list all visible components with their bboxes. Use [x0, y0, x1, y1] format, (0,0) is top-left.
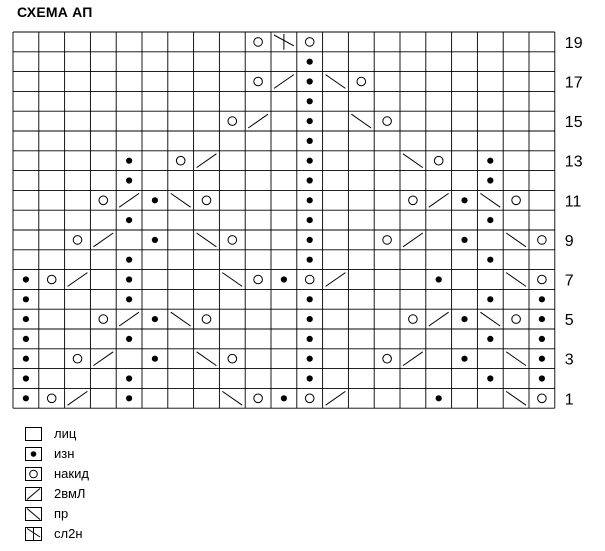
purl-dot: [307, 356, 313, 362]
purl-dot: [152, 237, 158, 243]
k2tog-left-slash: [93, 352, 113, 366]
yarn-over-circle: [305, 275, 314, 284]
purl-dot: [461, 356, 467, 362]
purl-dot: [307, 59, 313, 65]
yarn-over-circle: [305, 38, 314, 47]
purl-dot: [461, 316, 467, 322]
purl-dot: [23, 375, 29, 381]
k2tog-left-slash: [119, 193, 139, 207]
purl-dot: [539, 296, 545, 302]
chart-title: СХЕМА АП: [17, 4, 93, 20]
yarn-over-circle: [538, 275, 547, 284]
purl-dot: [487, 257, 493, 263]
broach-backslash: [480, 312, 500, 326]
yarn-over-circle: [357, 77, 366, 86]
k2tog-left-slash: [68, 273, 88, 287]
purl-dot: [126, 158, 132, 164]
yarn-over-circle: [254, 77, 263, 86]
broach-backslash: [506, 233, 526, 247]
row-label: 9: [564, 232, 574, 250]
k2tog-left-slash: [403, 233, 423, 247]
broach-backslash: [506, 391, 526, 405]
purl-dot: [152, 197, 158, 203]
purl-dot: [23, 316, 29, 322]
purl-dot: [23, 296, 29, 302]
sl2n-symbol: [274, 34, 294, 50]
purl-dot: [307, 336, 313, 342]
purl-dot: [487, 158, 493, 164]
row-label: 3: [564, 351, 574, 369]
purl-dot: [539, 316, 545, 322]
yarn-over-circle: [409, 196, 418, 205]
purl-dot-icon: [24, 445, 44, 463]
broach-backslash: [197, 233, 217, 247]
purl-dot: [307, 138, 313, 144]
yarn-over-circle: [73, 354, 82, 363]
purl-dot: [436, 395, 442, 401]
purl-dot: [307, 257, 313, 263]
yarn-over-circle: [254, 394, 263, 403]
yarn-over-circle: [383, 117, 392, 126]
purl-dot: [307, 237, 313, 243]
yarn-over-circle: [512, 196, 521, 205]
purl-dot: [307, 98, 313, 104]
yarn-over-circle: [228, 354, 237, 363]
legend-label-purl: изн: [54, 446, 75, 461]
purl-dot: [307, 177, 313, 183]
k2tog-left-slash: [326, 273, 346, 287]
chart-grid: [13, 32, 555, 408]
purl-dot: [539, 336, 545, 342]
yarn-over-circle: [434, 156, 443, 165]
legend-item-knit: [24, 425, 224, 443]
purl-dot: [152, 356, 158, 362]
yarn-over-circle: [538, 236, 547, 245]
purl-dot: [487, 375, 493, 381]
sl2n-icon: [24, 525, 44, 543]
k2tog-left-slash: [248, 114, 268, 128]
legend-item-broach: [24, 505, 224, 523]
purl-dot: [126, 296, 132, 302]
broach-backslash: [506, 352, 526, 366]
purl-dot: [307, 296, 313, 302]
k2tog-left-slash: [68, 391, 88, 405]
broach-backslash: [171, 312, 191, 326]
broach-backslash: [506, 273, 526, 287]
yarn-over-circle: [538, 394, 547, 403]
purl-dot: [487, 177, 493, 183]
yarn-over-circle: [254, 275, 263, 284]
broach-backslash: [171, 193, 191, 207]
purl-dot: [152, 316, 158, 322]
broach-backslash: [403, 154, 423, 168]
legend-label-broach: пр: [54, 506, 69, 521]
row-label: 7: [564, 272, 574, 290]
yarn-over-circle: [512, 315, 521, 324]
purl-dot: [281, 395, 287, 401]
broach-backslash: [351, 114, 371, 128]
purl-dot: [307, 375, 313, 381]
purl-dot: [126, 395, 132, 401]
row-label: 19: [564, 34, 583, 52]
row-label: 5: [564, 312, 574, 330]
yarn-over-circle: [99, 196, 108, 205]
purl-dot: [487, 336, 493, 342]
broach-backslash: [222, 391, 242, 405]
k2tog-left-slash: [403, 352, 423, 366]
broach-backslash: [222, 273, 242, 287]
purl-dot: [126, 375, 132, 381]
yarn-over-circle: [202, 196, 211, 205]
purl-dot: [307, 118, 313, 124]
row-label: 15: [564, 114, 583, 132]
purl-dot: [461, 197, 467, 203]
purl-dot: [126, 217, 132, 223]
k2tog-left-slash: [93, 233, 113, 247]
purl-dot: [461, 237, 467, 243]
yarn-over-circle: [383, 236, 392, 245]
yarn-over-circle: [228, 117, 237, 126]
row-label: 11: [564, 193, 582, 211]
purl-dot: [487, 296, 493, 302]
purl-dot: [307, 316, 313, 322]
k2tog-left-slash: [197, 154, 217, 168]
purl-dot: [307, 217, 313, 223]
yarn-over-circle-icon: [24, 465, 44, 483]
yarn-over-circle: [99, 315, 108, 324]
purl-dot: [23, 395, 29, 401]
purl-dot: [436, 276, 442, 282]
purl-dot: [487, 217, 493, 223]
yarn-over-circle: [47, 394, 56, 403]
knit-icon: [24, 425, 44, 443]
k2tog-left-slash: [326, 391, 346, 405]
legend-item-purl: [24, 445, 224, 463]
purl-dot: [307, 197, 313, 203]
k2tog-left-slash: [429, 312, 449, 326]
yarn-over-circle: [228, 236, 237, 245]
k2tog-left-slash: [274, 75, 294, 89]
broach-backslash: [197, 352, 217, 366]
yarn-over-circle: [409, 315, 418, 324]
row-label: 13: [564, 153, 583, 171]
backslash-icon: [24, 505, 44, 523]
purl-dot: [539, 356, 545, 362]
slash-icon: [24, 485, 44, 503]
purl-dot: [126, 257, 132, 263]
legend-label-sl2n: сл2н: [54, 526, 83, 541]
yarn-over-circle: [47, 275, 56, 284]
k2tog-left-slash: [119, 312, 139, 326]
broach-backslash: [480, 193, 500, 207]
purl-dot: [126, 276, 132, 282]
purl-dot: [307, 78, 313, 84]
purl-dot: [281, 276, 287, 282]
legend-label-k2tog-left: 2вмЛ: [54, 486, 86, 501]
purl-dot: [23, 336, 29, 342]
legend-label-yarn-over: накид: [54, 466, 89, 481]
broach-backslash: [326, 75, 346, 89]
purl-dot: [126, 336, 132, 342]
legend-item-k2tog-left: [24, 485, 224, 503]
yarn-over-circle: [202, 315, 211, 324]
yarn-over-circle: [254, 38, 263, 47]
purl-dot: [539, 375, 545, 381]
purl-dot: [23, 356, 29, 362]
purl-dot: [307, 158, 313, 164]
row-label: 1: [564, 391, 574, 409]
legend-item-yarn-over: [24, 465, 224, 483]
yarn-over-circle: [176, 156, 185, 165]
yarn-over-circle: [383, 354, 392, 363]
legend-label-knit: лиц: [54, 426, 77, 441]
purl-dot: [23, 276, 29, 282]
legend-item-sl2n: [24, 525, 224, 543]
yarn-over-circle: [73, 236, 82, 245]
purl-dot: [126, 177, 132, 183]
k2tog-left-slash: [429, 193, 449, 207]
row-label: 17: [564, 74, 583, 92]
yarn-over-circle: [305, 394, 314, 403]
